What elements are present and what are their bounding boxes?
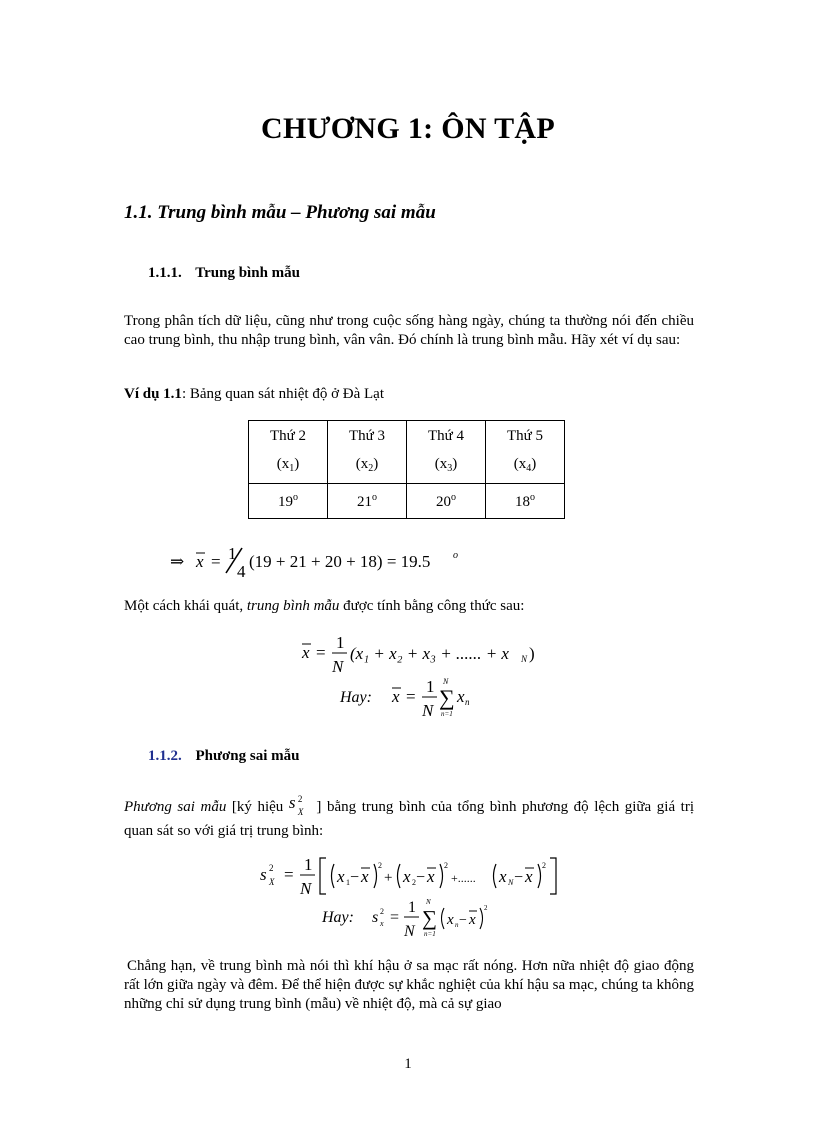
fraction-denominator: 4 (237, 562, 246, 581)
variable-label: $(x_4)$ (513, 455, 537, 474)
mean-sum-formula (338, 676, 498, 724)
variance-sum-lhs-sup: 2 (380, 907, 384, 916)
minus-1: − (350, 869, 360, 886)
table-header-cell (486, 421, 565, 484)
section-title-text: Trung bình mẫu – Phương sai mẫu (157, 202, 436, 223)
variance-bracket-open: [ký hiệu (226, 799, 289, 815)
chapter-title: CHƯƠNG 1: ÔN TẬP (261, 112, 555, 145)
mean-example-expression: (19 + 21 + 20 + 18) = 19.5 (249, 552, 431, 571)
variance-term-1: x (337, 867, 345, 886)
variance-term-1-sub: 1 (346, 878, 350, 887)
mean-frac-den: N (332, 657, 344, 676)
variance-sum-lower: n=1 (424, 930, 436, 938)
day-label: Thứ 4 (427, 427, 465, 444)
example-label: Ví dụ 1.1 (124, 386, 182, 402)
table-header-cell (407, 421, 486, 484)
mean-sum-frac-num: 1 (426, 677, 435, 696)
square-3: 2 (542, 861, 546, 870)
variance-term-2: x (403, 867, 411, 886)
variance-term-3-sub: N (508, 878, 514, 887)
minus-3: − (514, 869, 524, 886)
variance-sum-var-sub: n (455, 921, 459, 929)
variable-label: $(x_3)$ (434, 455, 458, 474)
sum-variable-sub: n (465, 697, 470, 707)
table-header-row (249, 421, 565, 484)
variance-equals: = (284, 865, 294, 884)
mean-equals: = (316, 643, 326, 662)
variance-sum-upper: N (426, 898, 431, 906)
variance-definition-text: bằng trung bình của tổng bình phương độ lệch giữa giá trị quan sát so với giá trị trung bình: (124, 799, 695, 839)
table-header-cell (249, 421, 328, 484)
mean-close-paren: ) (529, 644, 535, 663)
mean-example-formula (170, 540, 490, 582)
variance-sum-lhs: s (372, 909, 379, 926)
mean-lhs: x (302, 643, 310, 662)
table-cell: 18$^o$ (486, 484, 565, 519)
variance-sum-lhs-sub: x (380, 919, 384, 928)
sum-upper-limit: N (443, 677, 449, 686)
table-cell: 19$^o$ (249, 484, 328, 519)
xbar-2: x (427, 867, 435, 886)
mean-sum-lhs: x (392, 687, 400, 706)
equals-sign: = (211, 552, 221, 571)
subsection-number: 1.1.1. (148, 265, 182, 281)
table-cell: 20$^o$ (407, 484, 486, 519)
variance-sum-xbar: x (469, 912, 476, 928)
square-1: 2 (378, 861, 382, 870)
xbar-1: x (361, 867, 369, 886)
variance-definition (124, 795, 694, 843)
intro-paragraph: Trong phân tích dữ liệu, cũng như trong cuộc sống hàng ngày, chúng ta thường nói đến chiều cao trung bình, thu nhập trung bình, vân vân. Đó chính là trung bình mẫu. Hãy xét ví dụ sau: (124, 313, 694, 348)
mean-last-sub: N (521, 654, 528, 664)
plus-1: + (384, 870, 393, 886)
section-title (124, 202, 436, 224)
paren-close-2 (440, 864, 443, 888)
day-label: Thứ 2 (269, 427, 307, 444)
example-caption (124, 385, 694, 404)
paren-open-3 (494, 864, 497, 888)
subsection-heading-variance (148, 748, 300, 765)
variance-lhs: s (260, 865, 267, 884)
variance-sum-symbol: ∑ (422, 906, 437, 930)
general-intro-term: trung bình mẫu (246, 598, 340, 614)
example-text: : Bảng quan sát nhiệt độ ở Đà Lạt (181, 386, 384, 402)
closing-paragraph: Chẳng hạn, về trung bình mà nói thì khí hậu ở sa mạc rất nóng. Hơn nữa nhiệt độ giao động rất lớn giữa ngày và đêm. Để thể hiện được sự khắc nghiệt của khí hậu sa mạc, chúng ta không những chỉ sử dụng trung bình (mẫu) về nhiệt độ, mà cả sự giao (124, 958, 694, 1012)
sum-lower-limit: n=1 (441, 710, 453, 718)
variance-sum-formula (320, 896, 510, 944)
variance-sum-equals: = (390, 909, 400, 926)
paren-open-2 (398, 864, 401, 888)
table-row (249, 484, 565, 519)
hay-label: Hay: (340, 689, 372, 706)
sum-symbol: ∑ (439, 685, 455, 710)
variance-sum-square: 2 (484, 904, 488, 912)
mean-sum-frac-den: N (422, 701, 434, 720)
temperature-table (248, 420, 565, 519)
variance-sum-minus: − (459, 913, 467, 928)
paren-close-1 (374, 864, 377, 888)
xbar-symbol: x (196, 552, 204, 571)
variable-label: $(x_2)$ (355, 455, 379, 474)
table-header-cell (328, 421, 407, 484)
mean-formula (300, 630, 540, 678)
fraction-numerator: 1 (228, 544, 237, 563)
day-label: Thứ 3 (348, 427, 386, 444)
subsection-title: Phương sai mẫu (195, 748, 300, 764)
day-label: Thứ 5 (506, 427, 544, 444)
subsection-title: Trung bình mẫu (195, 265, 300, 281)
variance-lhs-sup: 2 (269, 863, 274, 873)
general-intro-text: Một cách khái quát, (124, 598, 247, 614)
implies-arrow: ⇒ (170, 552, 185, 571)
mean-frac-num: 1 (336, 633, 345, 652)
variance-sum-var: x (447, 912, 454, 928)
paren-close-3 (538, 864, 541, 888)
variance-dots: +...... (451, 871, 476, 885)
variance-term: Phương sai mẫu (124, 799, 227, 815)
paren-open-1 (332, 864, 335, 888)
table-cell: 21$^o$ (328, 484, 407, 519)
page-number: 1 (404, 1056, 412, 1072)
variance-frac-num: 1 (304, 855, 313, 874)
sum-paren-open (442, 908, 445, 929)
xbar-3: x (525, 867, 533, 886)
variable-label: $(x_1)$ (276, 455, 300, 474)
degree-symbol: o (453, 550, 458, 561)
variance-sum-frac-den: N (404, 923, 415, 940)
mean-sum-equals: = (406, 687, 416, 706)
left-bracket (320, 858, 326, 894)
sum-paren-close (480, 908, 483, 929)
minus-2: − (416, 869, 426, 886)
variance-term-3: x (499, 867, 507, 886)
mean-sum-terms: (x₁ + x₂ + x₃ + ...... + x (350, 644, 509, 663)
section-number: 1.1. (124, 202, 153, 223)
variance-sum-frac-num: 1 (408, 899, 416, 916)
variance-lhs-sub: X (269, 877, 275, 887)
general-intro-text-end: được tính bằng công thức sau: (339, 598, 525, 614)
subsection-number: 1.1.2. (148, 748, 182, 764)
square-2: 2 (444, 861, 448, 870)
variance-bracket-close: ] (310, 799, 322, 815)
variance-symbol: s 2 X (288, 793, 304, 817)
sum-variable: x (457, 687, 465, 706)
general-intro (124, 597, 694, 616)
subsection-heading-mean (148, 265, 300, 282)
variance-frac-den: N (300, 879, 312, 898)
hay-label: Hay: (322, 909, 354, 926)
right-bracket (550, 858, 556, 894)
variance-term-2-sub: 2 (412, 878, 416, 887)
